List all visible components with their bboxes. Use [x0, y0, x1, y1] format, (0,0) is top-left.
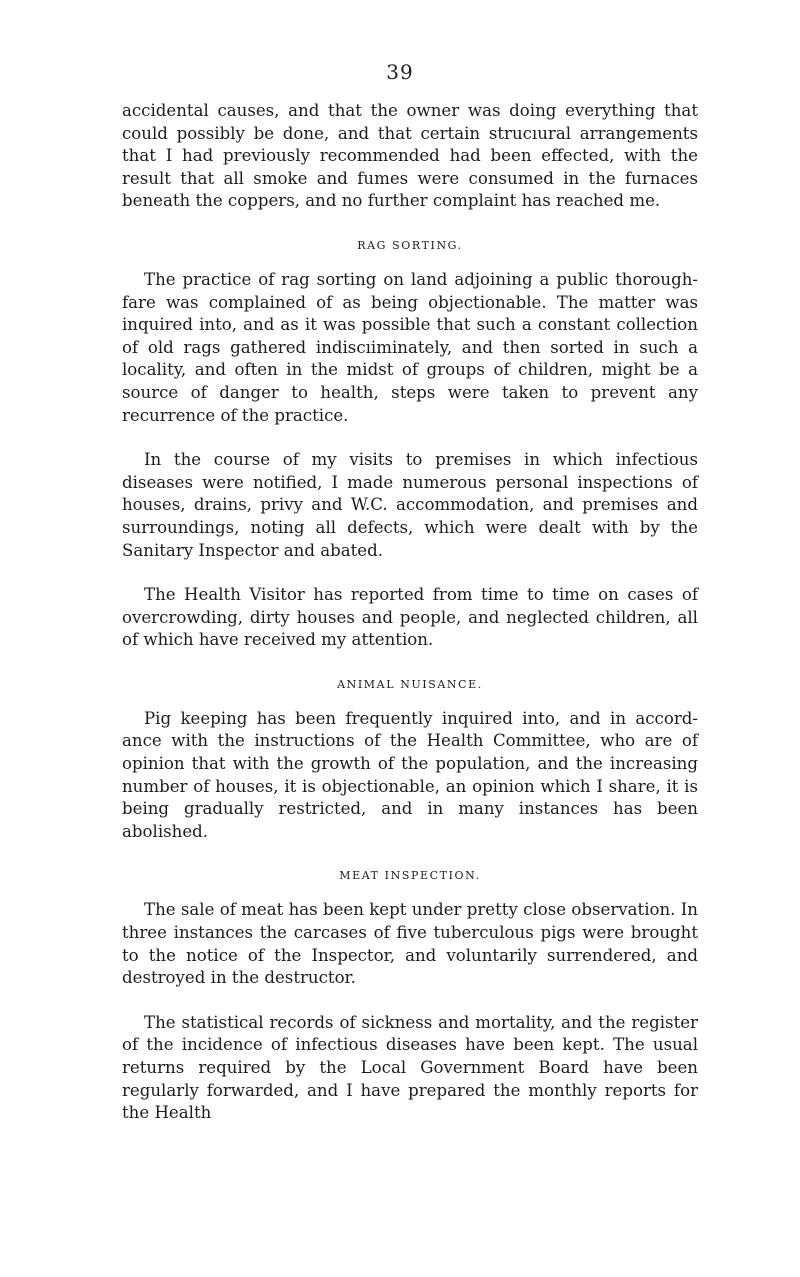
- paragraph-statistical-records: The statistical records of sickness and mortality, and the register of the incidence of infectious diseases have been kept. The usual returns required by the Local Government Board have been regularly forwarded, and I have prepared the monthly reports for the Health: [122, 1012, 698, 1123]
- heading-animal-nuisance: ANIMAL NUISANCE.: [337, 677, 483, 691]
- paragraph-smoke-continuation: accidental causes, and that the owner was doing everything that could possibly be done, and that certain strucıural arrangements that I had previously recommended had been effected, with the result that all smoke and fumes were consumed in the furnaces beneath the coppers, and no further complaint has reached me.: [122, 101, 698, 211]
- paragraph-inspections: In the course of my visits to premises in which infectious diseases were notified, I made numerous personal inspections of houses, drains, privy and W.C. accommodation, and premises and surroundings, noting all defects, which were dealt with by the Sanitary Inspector and abated.: [122, 450, 698, 560]
- heading-meat-inspection: MEAT INSPECTION.: [339, 869, 481, 883]
- paragraph-pig-keeping: Pig keeping has been frequently inquired into, and in accord-ance with the instructions of the Health Committee, who are of opinion that with the growth of the population, and the increasing number of houses, it is objectionable, an opinion which I share, it is being gradually restricted, and in many instances has been abolished.: [122, 708, 698, 841]
- heading-rag-sorting: RAG SORTING.: [357, 238, 463, 252]
- paragraph-meat-sale: The sale of meat has been kept under pretty close observation. In three instances the carcases of five tuberculous pigs were brought to the notice of the Inspector, and voluntarily surrendered, and destroyed in the destructor.: [122, 900, 698, 988]
- paragraph-rag-sorting: The practice of rag sorting on land adjoining a public thorough-fare was complained of as being objectionable. The matter was inquired into, and as it was possible that such a constant collection of old rags gathered indiscıiminately, and then sorted in such a locality, and often in the midst of groups of children, might be a source of danger to health, steps were taken to prevent any recurrence of the practice.: [122, 269, 698, 425]
- document-body: [122, 100, 698, 1125]
- paragraph-health-visitor: The Health Visitor has reported from time to time on cases of overcrowding, dirty houses and people, and neglected children, all of which have received my attention.: [122, 585, 698, 650]
- page-number: 39: [386, 60, 414, 84]
